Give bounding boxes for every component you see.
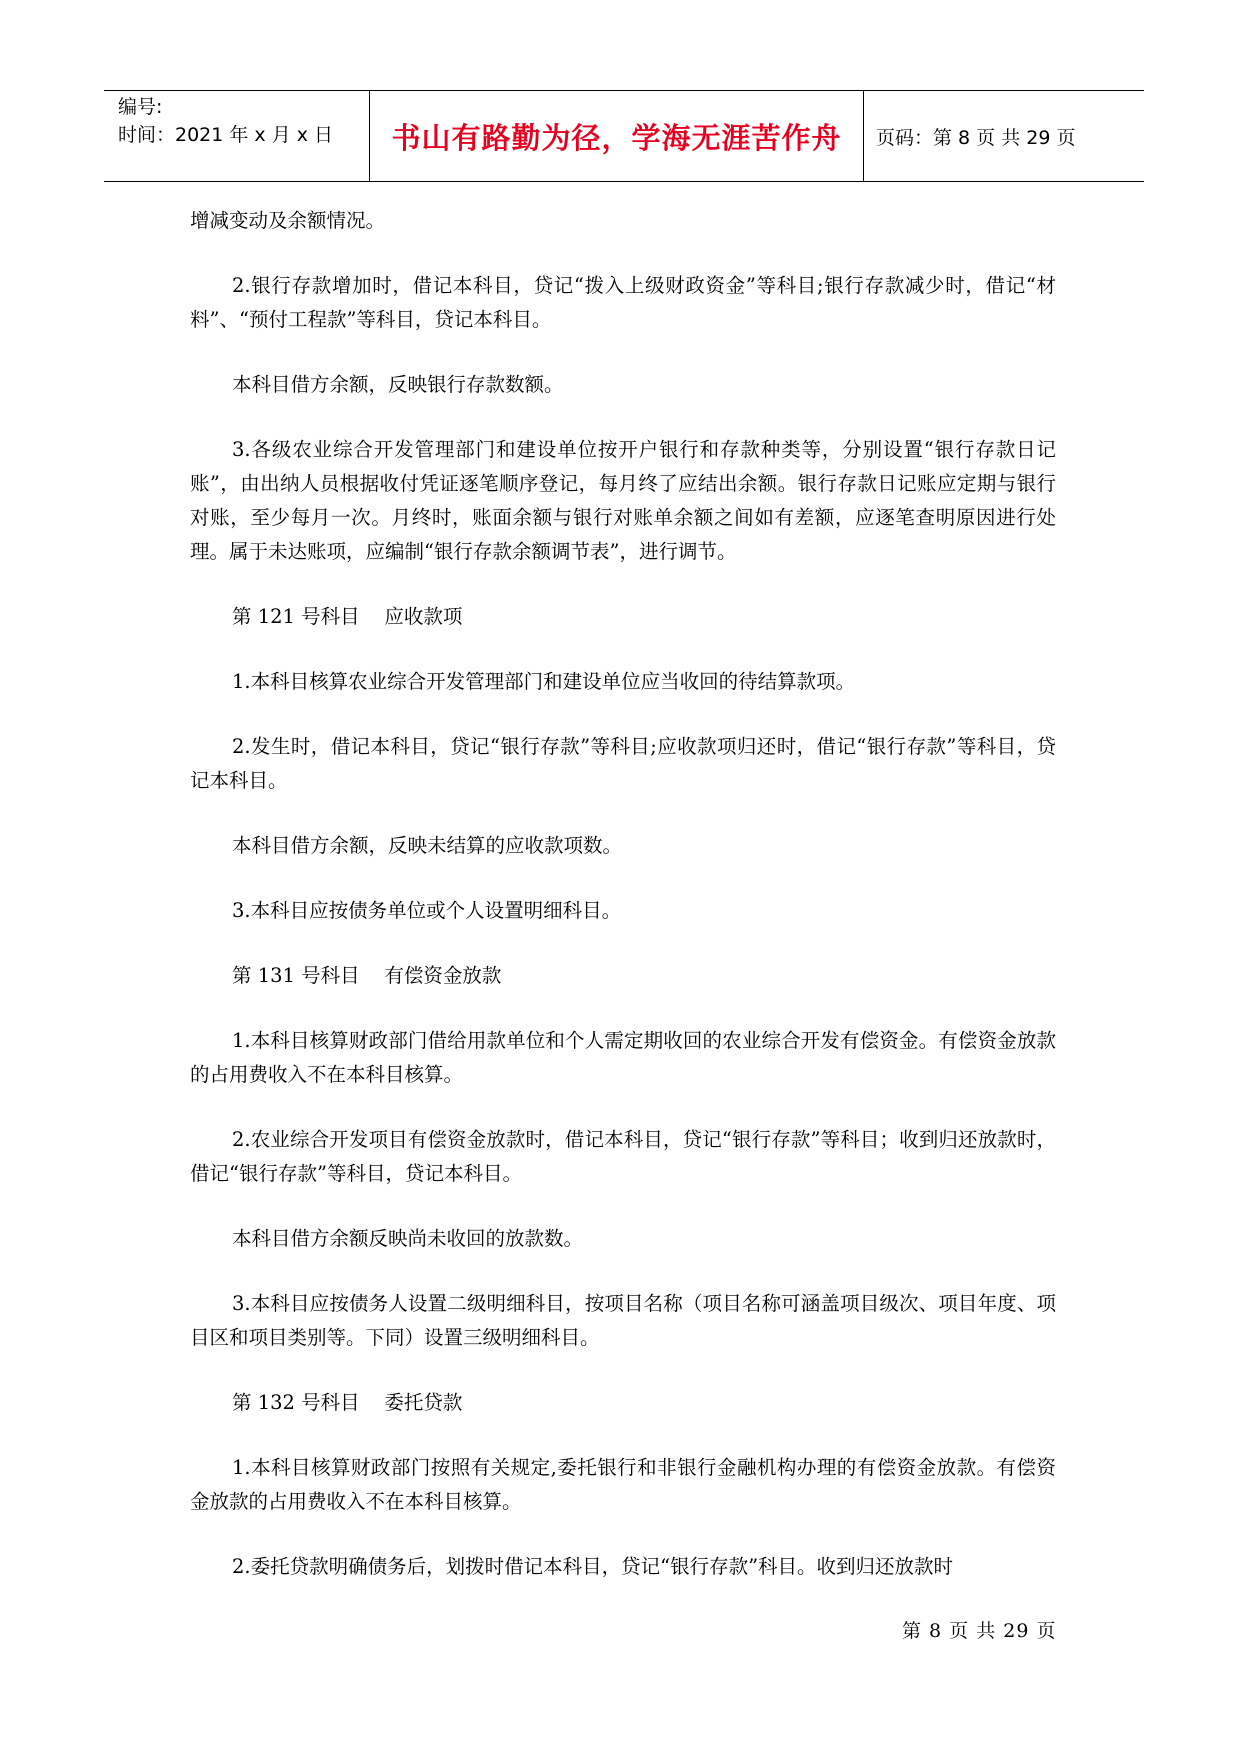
paragraph: 本科目借方余额，反映未结算的应收款项数。: [232, 834, 623, 857]
paragraph: 2.发生时，借记本科目，贷记“银行存款”等科目;应收款项归还时，借记“银行存款”等科目，贷记本科目。: [190, 735, 1056, 792]
footer-page-number: 第 8 页 共 29 页: [902, 1620, 1057, 1642]
paragraph: 2.农业综合开发项目有偿资金放款时，借记本科目，贷记“银行存款”等科目；收到归还放款时，借记“银行存款”等科目，贷记本科目。: [190, 1128, 1056, 1185]
paragraph: 本科目借方余额反映尚未收回的放款数。: [232, 1227, 584, 1250]
paragraph: 增减变动及余额情况。: [190, 209, 386, 232]
section-heading: 第 132 号科目 委托贷款: [232, 1391, 463, 1414]
paragraph: 3.本科目应按债务单位或个人设置明细科目。: [232, 899, 622, 922]
paragraph: 1.本科目核算财政部门按照有关规定,委托银行和非银行金融机构办理的有偿资金放款。有偿资金放款的占用费收入不在本科目核算。: [190, 1456, 1056, 1513]
section-heading: 第 131 号科目 有偿资金放款: [232, 964, 502, 987]
page-header: [104, 90, 1144, 182]
document-time-label: 时间：2021 年 x 月 x 日: [118, 124, 334, 146]
paragraph: 2.银行存款增加时，借记本科目，贷记“拨入上级财政资金”等科目;银行存款减少时，借记“材料”、“预付工程款”等科目，贷记本科目。: [190, 274, 1056, 331]
paragraph: 1.本科目核算农业综合开发管理部门和建设单位应当收回的待结算款项。: [232, 670, 856, 693]
header-page-number: 页码：第 8 页 共 29 页: [876, 126, 1076, 149]
document-number-label: 编号:: [118, 96, 163, 118]
header-middle-cell: [370, 91, 864, 181]
paragraph: 本科目借方余额，反映银行存款数额。: [232, 373, 564, 396]
paragraph: 2.委托贷款明确债务后，划拨时借记本科目，贷记“银行存款”科目。收到归还放款时: [232, 1555, 954, 1578]
page-footer: [902, 1616, 1056, 1643]
paragraph: 1.本科目核算财政部门借给用款单位和个人需定期收回的农业综合开发有偿资金。有偿资金放款的占用费收入不在本科目核算。: [190, 1029, 1056, 1086]
header-right-cell: [864, 91, 1144, 181]
paragraph: 3.各级农业综合开发管理部门和建设单位按开户银行和存款种类等，分别设置“银行存款日记账”，由出纳人员根据收付凭证逐笔顺序登记，每月终了应结出余额。银行存款日记账应定期与银行对账，至少每月一次。月终时，账面余额与银行对账单余额之间如有差额，应逐笔查明原因进行处理。属于未达账项，应编制“银行存款余额调节表”，进行调节。: [190, 438, 1056, 563]
document-body: [190, 204, 1056, 1584]
section-heading: 第 121 号科目 应收款项: [232, 605, 463, 628]
header-motto: 书山有路勤为径，学海无涯苦作舟: [391, 120, 842, 155]
paragraph: 3.本科目应按债务人设置二级明细科目，按项目名称（项目名称可涵盖项目级次、项目年度、项目区和项目类别等。下同）设置三级明细科目。: [190, 1292, 1056, 1349]
header-left-cell: [104, 91, 370, 181]
